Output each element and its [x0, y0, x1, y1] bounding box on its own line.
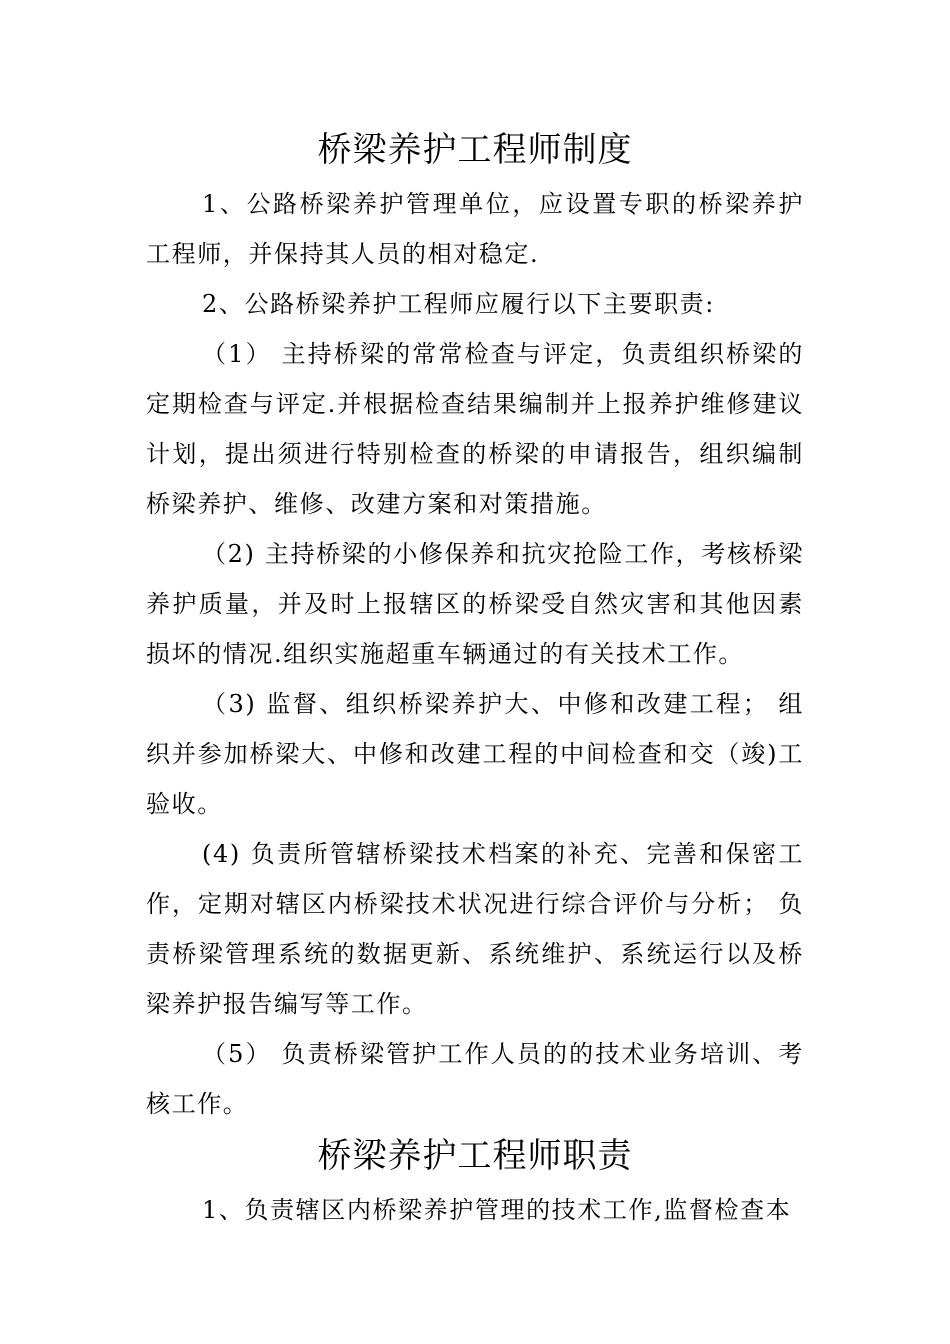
document-title-1: 桥梁养护工程师制度 [317, 130, 633, 170]
paragraph-1-3: （1） 主持桥梁的常常检查与评定，负责组织桥梁的定期检查与评定.并根据检查结果编制并上报养护维修建议计划，提出须进行特别检查的桥梁的申请报告，组织编制桥梁养护、维修、改建方案和对策措施。 [146, 340, 804, 518]
document-title-2: 桥梁养护工程师职责 [317, 1136, 633, 1176]
paragraph-1-5: （3) 监督、组织桥梁养护大、中修和改建工程； 组织并参加桥梁大、中修和改建工程的中间检查和交（竣)工验收。 [146, 690, 804, 818]
paragraph-2-1: 1、负责辖区内桥梁养护管理的技术工作,监督检查本 [202, 1196, 792, 1224]
document-body [146, 124, 804, 1235]
paragraph-1-6: (4) 负责所管辖桥梁技术档案的补充、完善和保密工作，定期对辖区内桥梁技术状况进行综合评价与分析； 负责桥梁管理系统的数据更新、系统维护、系统运行以及桥梁养护报告编写等工作。 [146, 840, 804, 1018]
paragraph-1-7: （5） 负责桥梁管护工作人员的的技术业务培训、考核工作。 [146, 1040, 804, 1118]
paragraph-1-1: 1、公路桥梁养护管理单位，应设置专职的桥梁养护工程师，并保持其人员的相对稳定. [146, 190, 804, 268]
paragraph-1-2: 2、公路桥梁养护工程师应履行以下主要职责: [202, 290, 715, 318]
paragraph-1-4: （2) 主持桥梁的小修保养和抗灾抢险工作，考核桥梁养护质量，并及时上报辖区的桥梁受自然灾害和其他因素损坏的情况.组织实施超重车辆通过的有关技术工作。 [146, 540, 804, 668]
